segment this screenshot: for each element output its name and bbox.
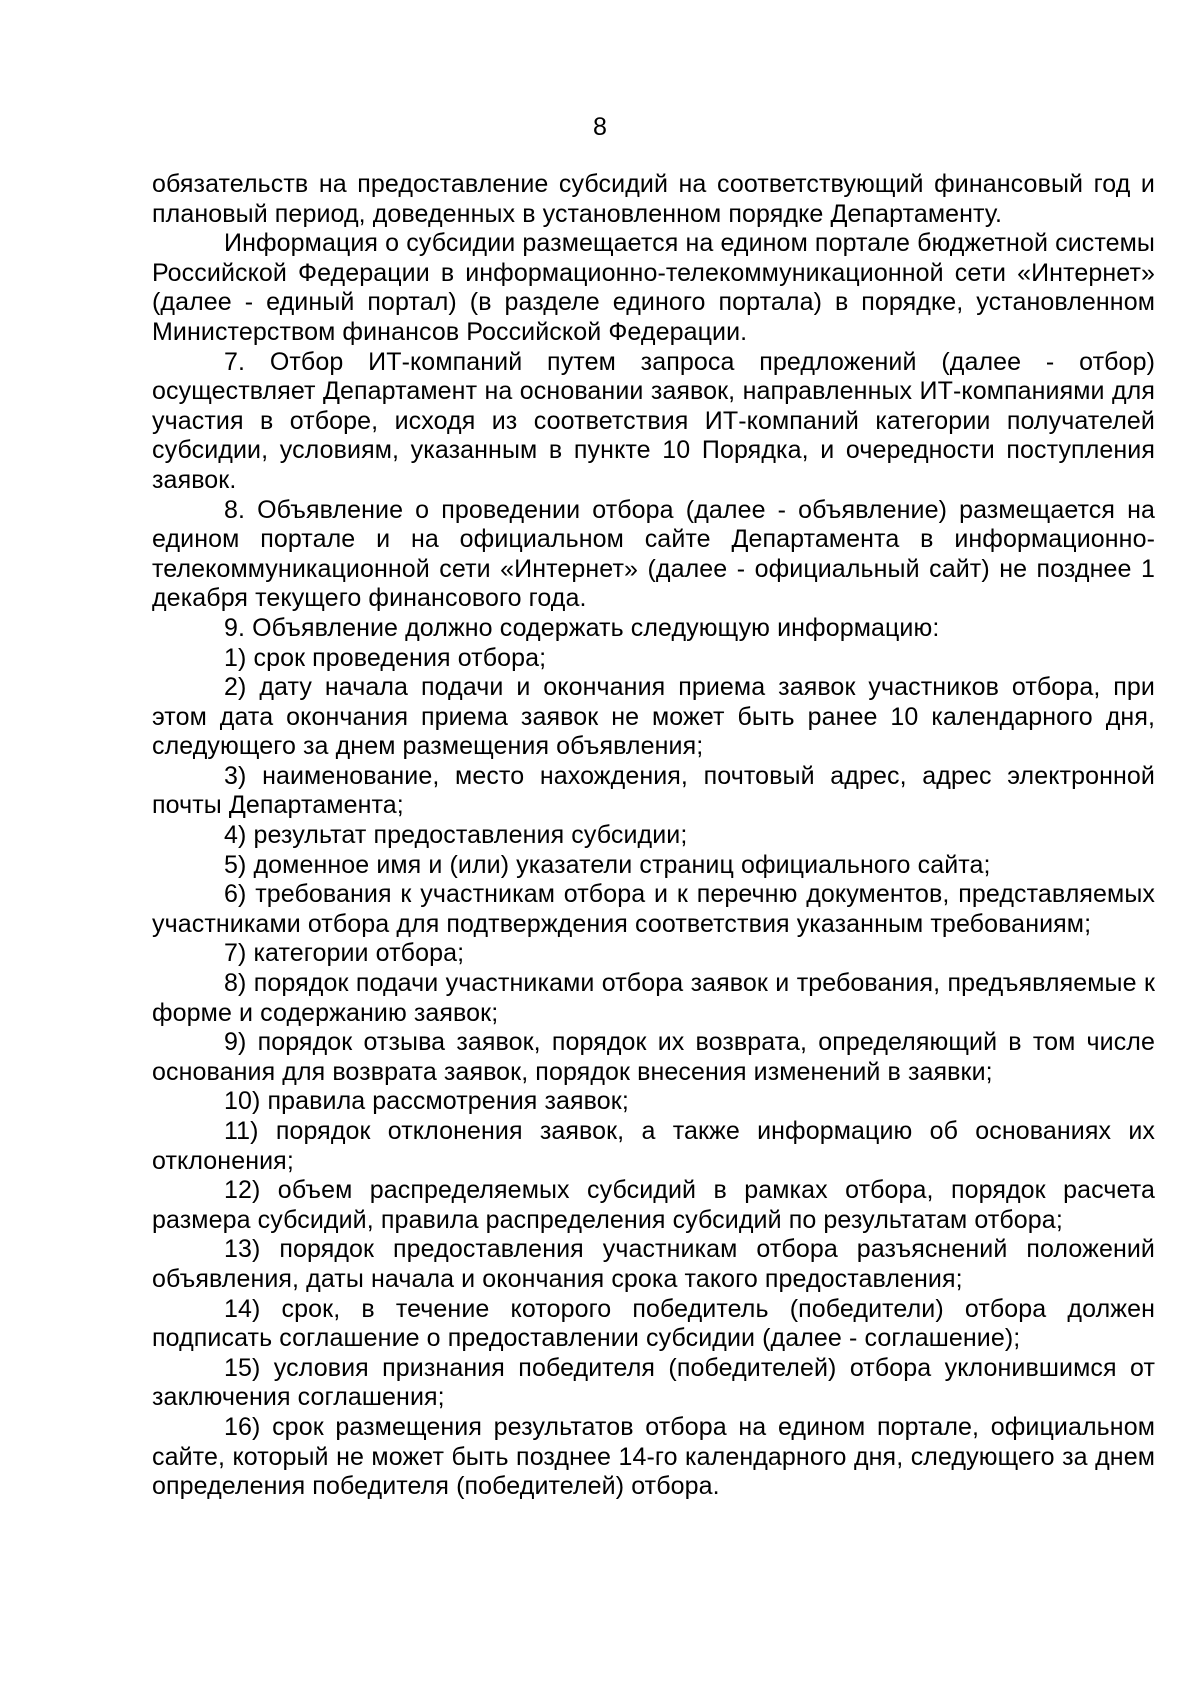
list-item-11: 11) порядок отклонения заявок, а также информацию об основаниях их отклонения;: [152, 1117, 1155, 1175]
page-number: 8: [593, 113, 607, 141]
list-item-4: 4) результат предоставления субсидии;: [224, 821, 688, 850]
paragraph-item-7: 7. Отбор ИТ-компаний путем запроса предложений (далее - отбор) осуществляет Департамент на основании заявок, направленных ИТ-компаниями для участия в отборе, исходя из соответствия ИТ-компаний категории получателей субсидии, условиям, указанным в пункте 10 Порядка, и очередности поступления заявок.: [152, 347, 1155, 494]
paragraph-item-8: 8. Объявление о проведении отбора (далее - объявление) размещается на едином портале и на официальном сайте Департамента в информационно-телекоммуникационной сети «Интернет» (далее - официальный сайт) не позднее 1 декабря текущего финансового года.: [152, 495, 1155, 613]
list-item-1: 1) срок проведения отбора;: [224, 643, 547, 672]
list-item-13: 13) порядок предоставления участникам отбора разъяснений положений объявления, даты начала и окончания срока такого предоставления;: [152, 1235, 1155, 1293]
list-item-5: 5) доменное имя и (или) указатели страниц официального сайта;: [224, 850, 991, 879]
list-item-9: 9) порядок отзыва заявок, порядок их возврата, определяющий в том числе основания для возврата заявок, порядок внесения изменений в заявки;: [152, 1028, 1155, 1086]
paragraph-subsidy-info: Информация о субсидии размещается на едином портале бюджетной системы Российской Федерации в информационно-телекоммуникационной сети «Интернет» (далее - единый портал) (в разделе единого портала) в порядке, установленном Министерством финансов Российской Федерации.: [152, 229, 1155, 346]
list-item-3: 3) наименование, место нахождения, почтовый адрес, адрес электронной почты Департамента;: [152, 761, 1155, 820]
paragraph-item-9: 9. Объявление должно содержать следующую информацию:: [224, 613, 940, 642]
list-item-14: 14) срок, в течение которого победитель (победители) отбора должен подписать соглашение о предоставлении субсидии (далее - соглашение);: [152, 1294, 1155, 1353]
list-item-7: 7) категории отбора;: [224, 939, 465, 968]
list-item-8: 8) порядок подачи участниками отбора заявок и требования, предъявляемые к форме и содержанию заявок;: [152, 969, 1155, 1027]
paragraph-continuation: обязательств на предоставление субсидий на соответствующий финансовый год и плановый период, доведенных в установленном порядке Департаменту.: [152, 170, 1155, 228]
list-item-16: 16) срок размещения результатов отбора на едином портале, официальном сайте, который не может быть позднее 14-го календарного дня, следующего за днем определения победителя (победителей) отбора.: [152, 1412, 1155, 1501]
list-item-15: 15) условия признания победителя (победителей) отбора уклонившимся от заключения соглашения;: [152, 1353, 1155, 1412]
list-item-12: 12) объем распределяемых субсидий в рамках отбора, порядок расчета размера субсидий, правила распределения субсидий по результатам отбора;: [152, 1176, 1155, 1234]
list-item-2: 2) дату начала подачи и окончания приема заявок участников отбора, при этом дата окончания приема заявок не может быть ранее 10 календарного дня, следующего за днем размещения объявления;: [152, 673, 1155, 761]
document-body: [152, 170, 1155, 1502]
list-item-6: 6) требования к участникам отбора и к перечню документов, представляемых участниками отбора для подтверждения соответствия указанным требованиям;: [152, 880, 1155, 938]
list-item-10: 10) правила рассмотрения заявок;: [224, 1087, 629, 1116]
